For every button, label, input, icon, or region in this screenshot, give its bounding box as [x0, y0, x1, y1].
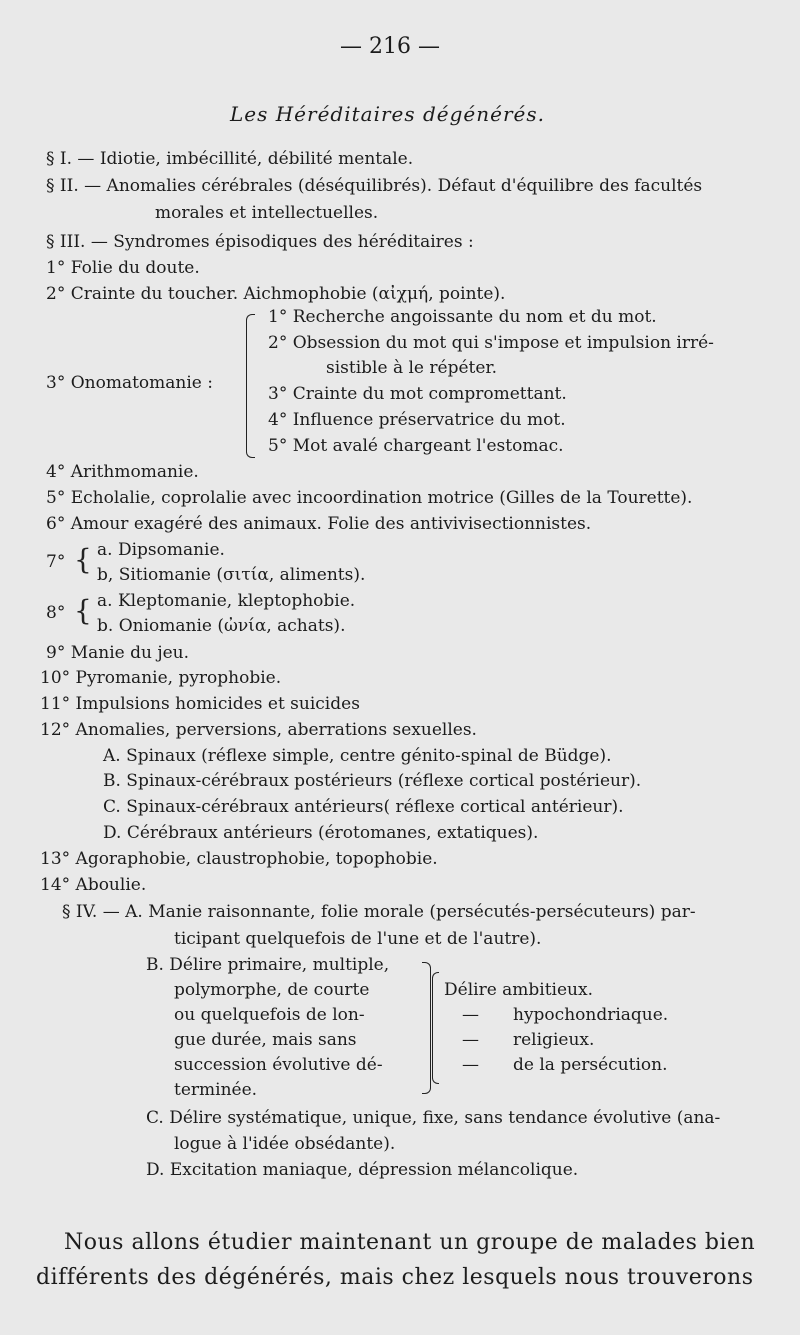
sub-item-3-2-line1: 2° Obsession du mot qui s'impose et impulsion irré-: [268, 333, 714, 353]
brace-left: [432, 972, 439, 1084]
paragraph-line2: différents des dégénérés, mais chez lesquels nous trouverons: [36, 1265, 754, 1290]
list-item-7-label: 7°: [46, 552, 66, 572]
section-2-line2: morales et intellectuelles.: [155, 203, 379, 223]
delire-religieux: religieux.: [513, 1030, 595, 1050]
dash: —: [462, 1030, 479, 1050]
list-item-1: 1° Folie du doute.: [46, 258, 200, 278]
sub-item-3-1: 1° Recherche angoissante du nom et du mot.: [268, 307, 657, 327]
section-4C-line2: logue à l'idée obsédante).: [174, 1134, 396, 1154]
brace-right: [422, 962, 431, 1094]
dash: —: [462, 1005, 479, 1025]
section-4-line1: § IV. — A. Manie raisonnante, folie morale (persécutés-persécuteurs) par-: [62, 902, 696, 922]
list-item-8a: a. Kleptomanie, kleptophobie.: [97, 591, 356, 611]
curly-brace: {: [74, 594, 92, 627]
delire-persecution: de la persécution.: [513, 1055, 668, 1075]
sub-item-3-2-line2: sistible à le répéter.: [326, 358, 498, 378]
list-item-12A: A. Spinaux (réflexe simple, centre génito-spinal de Büdge).: [103, 746, 612, 766]
section-4-line2: ticipant quelquefois de l'une et de l'autre).: [174, 929, 542, 949]
page-number: — 216 —: [340, 34, 440, 59]
sub-item-3-4: 4° Influence préservatrice du mot.: [268, 410, 566, 430]
section-3: § III. — Syndromes épisodiques des héréditaires :: [46, 232, 474, 252]
list-item-8-label: 8°: [46, 603, 66, 623]
section-4B-line2: polymorphe, de courte: [174, 980, 370, 1000]
list-item-9: 9° Manie du jeu.: [46, 643, 190, 663]
paragraph-line1: Nous allons étudier maintenant un groupe de malades bien: [64, 1230, 756, 1255]
list-item-4: 4° Arithmomanie.: [46, 462, 199, 482]
dash: —: [462, 1055, 479, 1075]
section-4D: D. Excitation maniaque, dépression mélancolique.: [146, 1160, 579, 1180]
list-item-6: 6° Amour exagéré des animaux. Folie des antivivisectionnistes.: [46, 514, 592, 534]
list-item-12D: D. Cérébraux antérieurs (érotomanes, extatiques).: [103, 823, 539, 843]
list-item-10: 10° Pyromanie, pyrophobie.: [40, 668, 282, 688]
sub-item-3-5: 5° Mot avalé chargeant l'estomac.: [268, 436, 564, 456]
list-item-8b: b. Oniomanie (ὠνία, achats).: [97, 616, 346, 636]
section-4B-line4: gue durée, mais sans: [174, 1030, 357, 1050]
delire-hypochondriaque: hypochondriaque.: [513, 1005, 669, 1025]
list-item-7a: a. Dipsomanie.: [97, 540, 225, 560]
section-4C-line1: C. Délire systématique, unique, fixe, sans tendance évolutive (ana-: [146, 1108, 721, 1128]
list-item-2: 2° Crainte du toucher. Aichmophobie (αἰχμή, pointe).: [46, 284, 506, 304]
section-1: § I. — Idiotie, imbécillité, débilité mentale.: [46, 149, 414, 169]
section-4B-line6: terminée.: [174, 1080, 258, 1100]
curly-brace: {: [74, 543, 92, 576]
list-item-12C: C. Spinaux-cérébraux antérieurs( réflexe cortical antérieur).: [103, 797, 624, 817]
list-item-12B: B. Spinaux-cérébraux postérieurs (réflexe cortical postérieur).: [103, 771, 642, 791]
list-item-7b: b, Sitiomanie (σιτία, aliments).: [97, 565, 366, 585]
list-item-14: 14° Aboulie.: [40, 875, 147, 895]
brace-left: [246, 314, 255, 458]
sub-item-3-3: 3° Crainte du mot compromettant.: [268, 384, 567, 404]
list-item-12: 12° Anomalies, perversions, aberrations sexuelles.: [40, 720, 477, 740]
list-item-5: 5° Echolalie, coprolalie avec incoordination motrice (Gilles de la Tourette).: [46, 488, 693, 508]
section-2-line1: § II. — Anomalies cérébrales (déséquilibrés). Défaut d'équilibre des facultés: [46, 176, 703, 196]
section-4B-line3: ou quelquefois de lon-: [174, 1005, 365, 1025]
delire-ambitieux: Délire ambitieux.: [444, 980, 593, 1000]
list-item-3-label: 3° Onomatomanie :: [46, 373, 213, 393]
list-item-11: 11° Impulsions homicides et suicides: [40, 694, 360, 714]
page-title: Les Héréditaires dégénérés.: [230, 102, 545, 126]
list-item-13: 13° Agoraphobie, claustrophobie, topophobie.: [40, 849, 438, 869]
section-4B-line1: B. Délire primaire, multiple,: [146, 955, 390, 975]
section-4B-line5: succession évolutive dé-: [174, 1055, 383, 1075]
